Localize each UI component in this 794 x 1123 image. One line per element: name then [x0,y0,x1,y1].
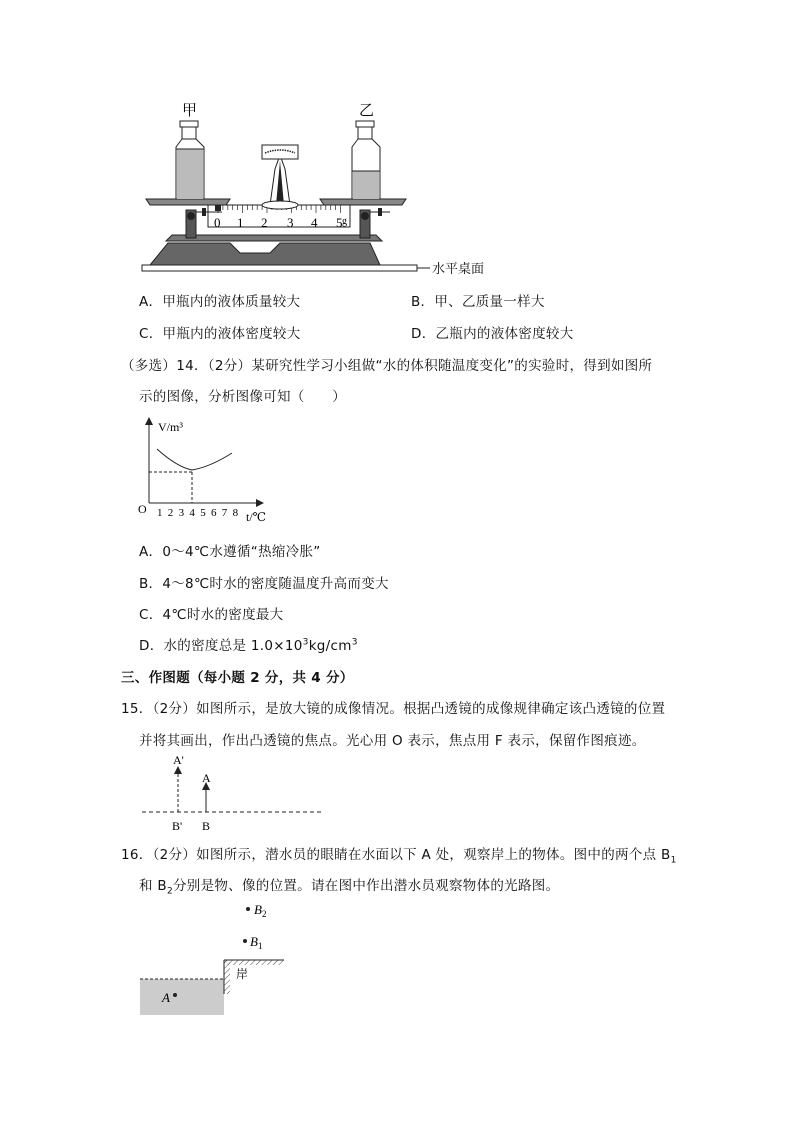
label-b1: $B_1$ [250,934,263,951]
section3-heading: 三、作图题（每小题 2 分，共 4 分） [121,670,354,686]
q14-stem-line2: 示的图像，分析图像可知（ ） [139,389,346,405]
label-a: A [162,990,170,1005]
label-b: B [202,819,211,833]
q14-stem-line1: （多选）14．（2分）某研究性学习小组做“水的体积随温度变化”的实验时，得到如图所 [121,358,653,374]
x-tick-label: 5 [200,507,206,519]
water-region [140,979,224,1015]
label-a: A [202,771,211,785]
q13-option-b: B．甲、乙质量一样大 [411,294,545,310]
q16-stem-line1: 16．（2分）如图所示，潜水员的眼睛在水面以下 A 处，观察岸上的物体。图中的两个点 $B_1$ [121,847,677,866]
q15-stem-line2: 并将其画出，作出凸透镜的焦点。光心用 O 表示，焦点用 F 表示，保留作图痕迹。 [139,733,646,749]
q15-stem-line1: 15．（2分）如图所示，是放大镜的成像情况。根据凸透镜的成像规律确定该凸透镜的位置 [121,701,666,717]
q16-stem-line2: 和 $B_2$分别是物、像的位置。请在图中作出潜水员观察物体的光路图。 [139,878,560,897]
scale-tick-5: 5 [336,215,343,230]
balance-base [150,243,380,265]
bottle-right [352,121,380,199]
point-b1 [243,939,247,943]
left-pan [146,199,230,205]
x-axis-label: t/℃ [246,510,267,524]
point-b2 [246,907,250,911]
label-b-prime: B' [172,819,183,833]
x-tick-label: 4 [189,507,195,519]
table-label: 水平桌面 [432,261,485,276]
scale-tick-1: 1 [237,215,244,230]
y-axis-label: V/m³ [158,420,183,434]
shore-hatching-vertical [224,960,230,994]
scale-tick-4: 4 [311,215,318,230]
bottle-right-label: 乙 [359,103,375,119]
table-surface [142,265,417,271]
scale-unit: g [342,216,347,227]
point-a [173,993,177,997]
bottle-left-label: 甲 [182,103,198,119]
balance-figure [130,95,530,285]
bottle-left [176,121,204,199]
q14-option-d: D．水的密度总是 $1.0\times 10^3kg/cm^3$ [139,637,358,654]
x-tick-label: 7 [221,507,228,519]
q14-option-b: B．4～8℃时水的密度随温度升高而变大 [139,576,389,592]
shore-hatching-top [224,960,284,965]
q13-option-c: C．甲瓶内的液体密度较大 [139,326,301,342]
origin-label: O [138,502,147,516]
x-tick-label: 3 [178,507,185,519]
q14-option-a: A．0～4℃水遵循“热缩冷胀” [139,544,321,560]
x-tick-label: 1 [157,507,163,519]
label-b2: $B_2$ [254,902,267,919]
scale-tick-2: 2 [261,215,268,230]
q13-option-d: D．乙瓶内的液体密度较大 [411,326,574,342]
label-a-prime: A' [173,753,184,767]
q13-option-a: A．甲瓶内的液体质量较大 [139,294,301,310]
x-tick-label: 6 [211,507,217,519]
x-tick-label: 8 [232,507,239,519]
q14-option-c: C．4℃时水的密度最大 [139,607,284,623]
scale-tick-0: 0 [214,215,221,230]
volume-curve [157,449,232,470]
right-pan [320,199,406,205]
x-tick-label: 2 [167,507,174,519]
volume-temperature-graph [132,415,272,527]
shore-label: 岸 [236,967,249,981]
scale-tick-3: 3 [287,215,294,230]
diver-figure [136,898,296,1020]
magnifier-figure [140,752,330,836]
